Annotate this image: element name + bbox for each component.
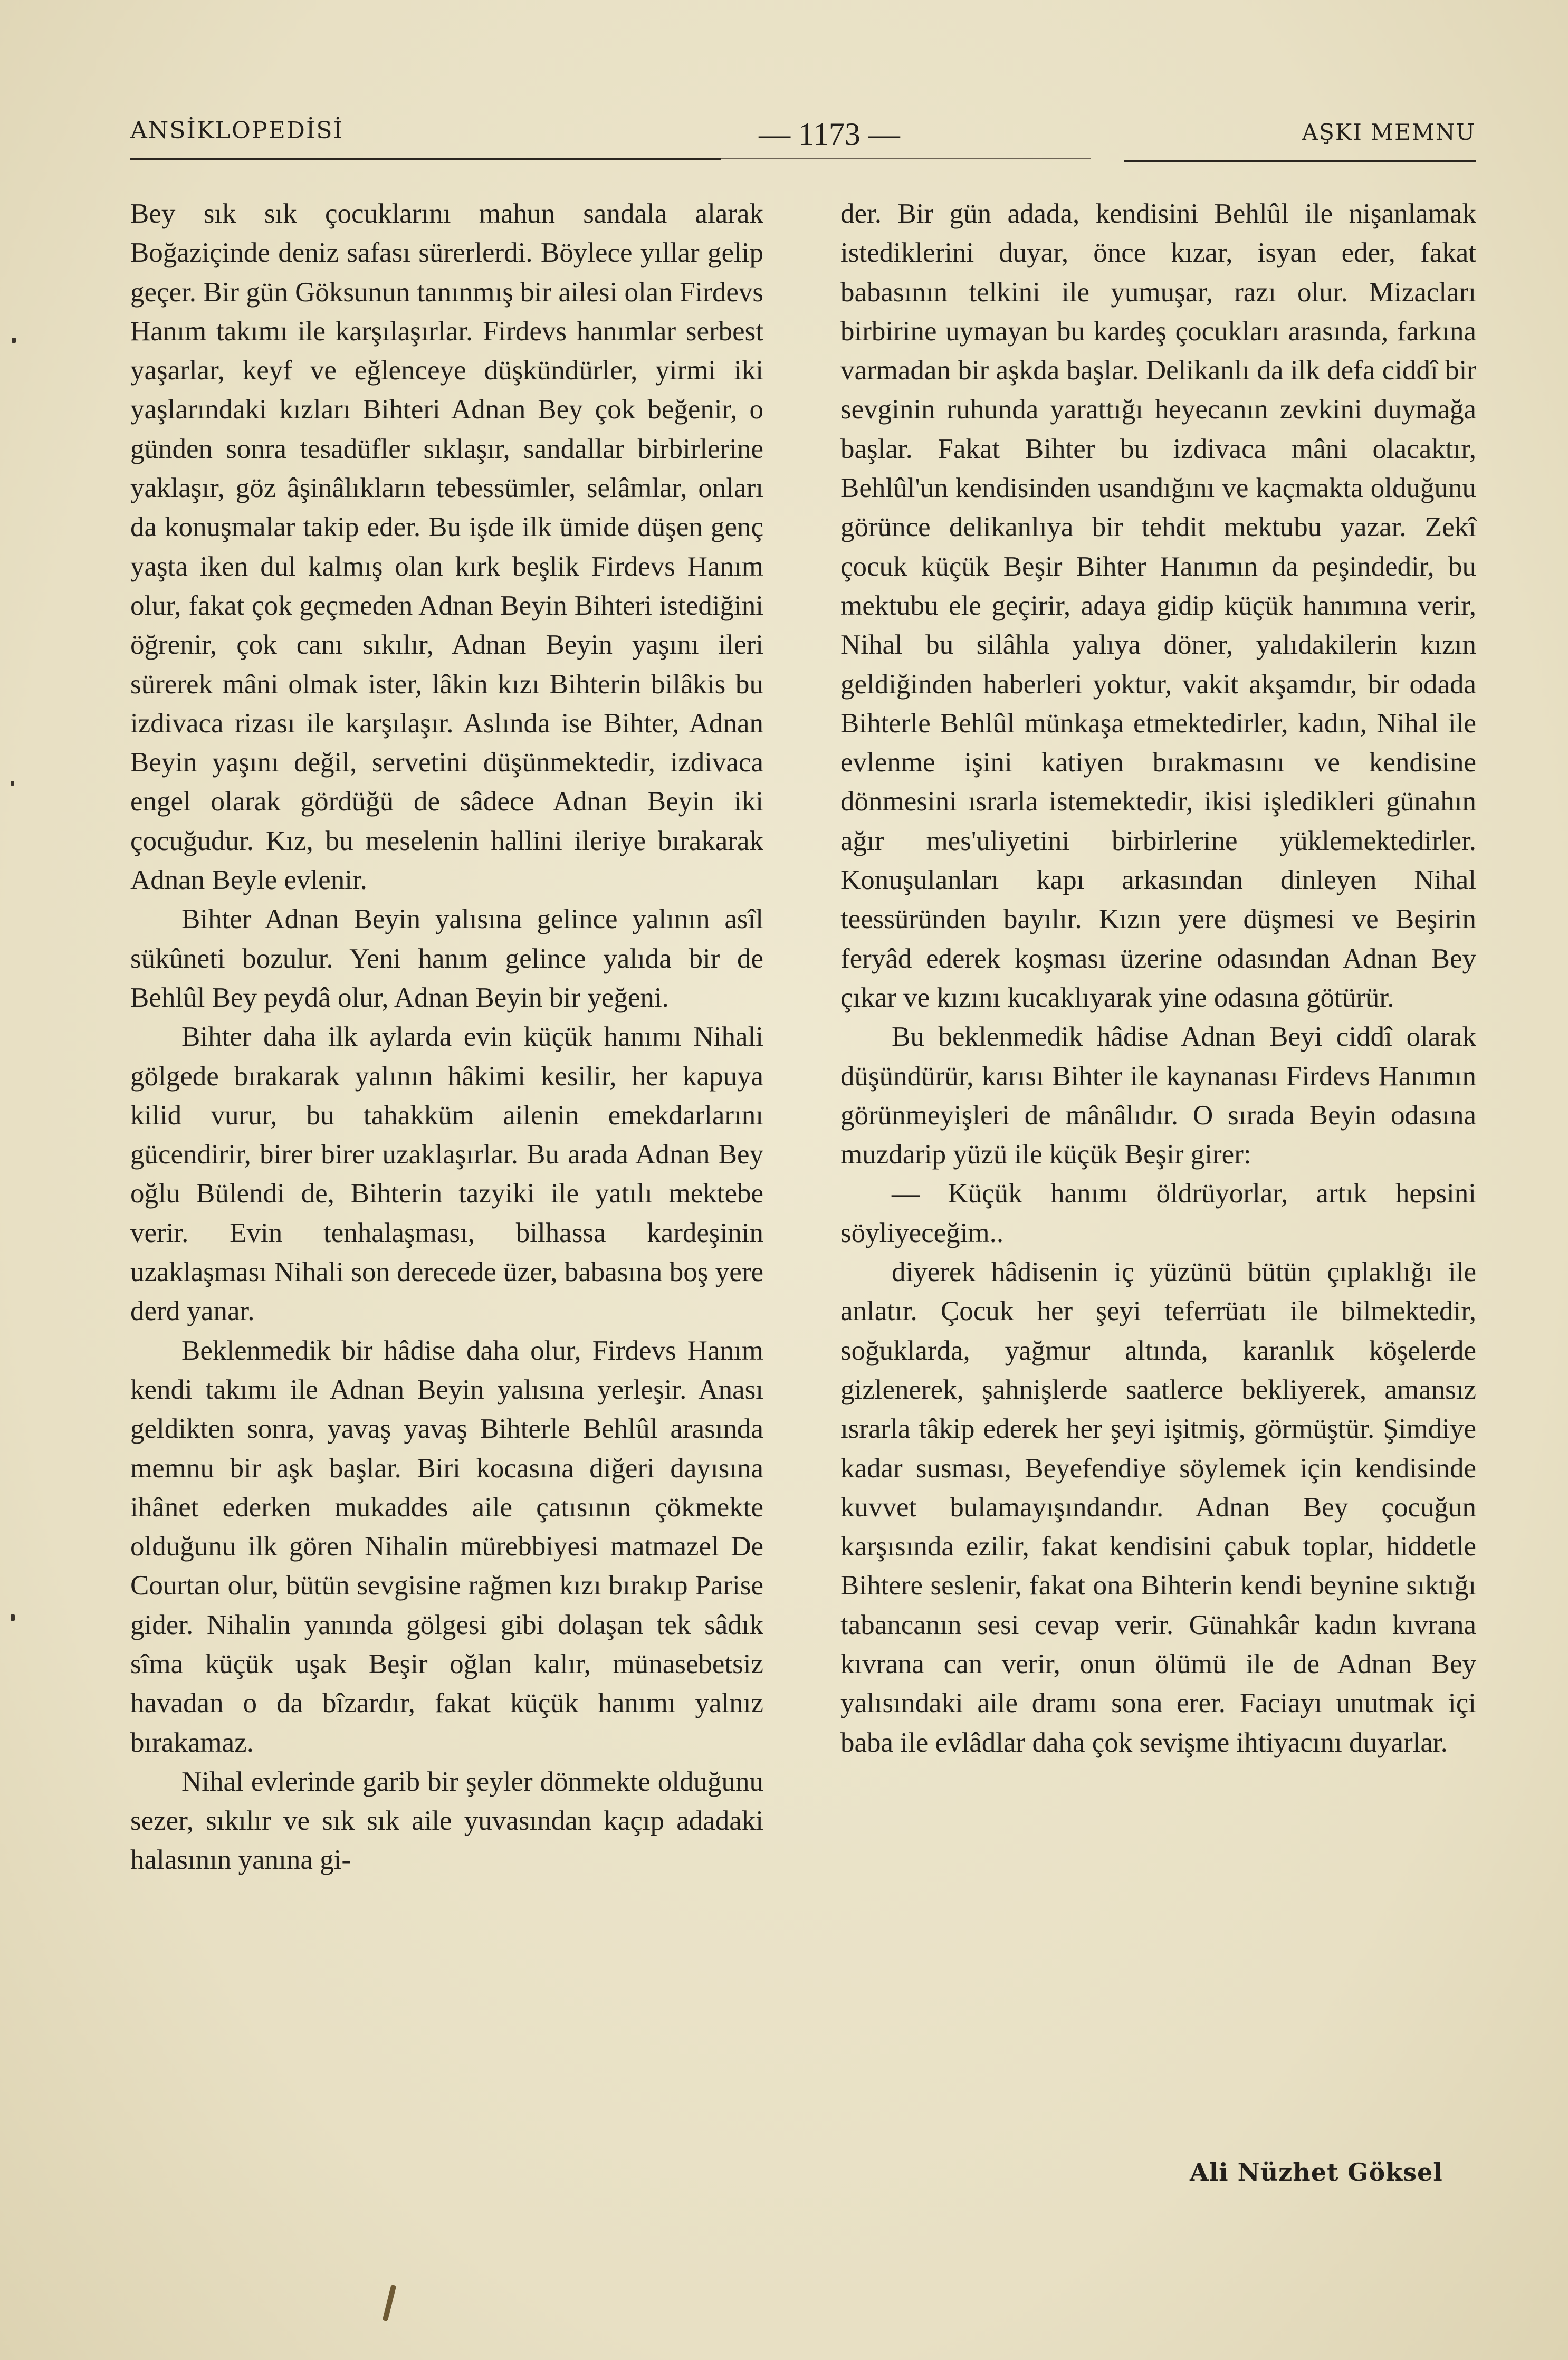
- paragraph: diyerek hâdisenin iç yüzünü bütün çıplaklığı ile anlatır. Çocuk her şeyi teferrüatı ile bilmektedir, soğuklarda, yağmur altında, karanlık köşelerde gizlenerek, şahnişlerde saatlerce bekliyerek, amansız ısrarla tâkip ederek her şeyi işitmiş, görmüştür. Şimdiye kadar susması, Beyefendiye söylemek için kendisinde kuvvet bulamayışındandır. Adnan Bey çocuğun karşısında ezilir, fakat kendisini çabuk toplar, hiddetle Bihtere seslenir, fakat ona Bihterin kendi beynine sıktığı tabancanın sesi cevap verir. Günahkâr kadın kıvrana kıvrana can verir, onun ölümü ile de Adnan Bey yalısındaki aile dramı sona erer. Faciayı unutmak içi baba ile evlâdlar daha çok sevişme ihtiyacını duyarlar.: [840, 1257, 1476, 1758]
- paper-speck: [11, 1614, 15, 1621]
- dialogue-line: — Küçük hanımı öldrüyorlar, artık hepsini söyliyeceğim..: [840, 1178, 1476, 1248]
- page-number: — 1173 —: [759, 117, 900, 151]
- paragraph: Bey sık sık çocuklarını mahun sandala alarak Boğaziçinde deniz safası sürerlerdi. Böylece yıllar gelip geçer. Bir gün Göksunun tanınmış bir ailesi olan Firdevs Hanım takımı ile karşılaşırlar. Firdevs hanımlar serbest yaşarlar, keyf ve eğlenceye düşkündürler, yirmi iki yaşlarındaki kızları Bihteri Adnan Bey çok beğenir, o günden sonra tesadüfler sıklaşır, sandallar birbirlerine yaklaşır, göz âşinâlıkların tebessümler, selâmlar, onları da konuşmalar takip eder. Bu işde ilk ümide düşen genç yaşta iken dul kalmış olan kırk beşlik Firdevs Hanım olur, fakat çok geçmeden Adnan Beyin Bihteri istediğini öğrenir, çok canı sıkılır, Adnan Beyin yaşını ileri sürerek mâni olmak ister, lâkin kızı Bihterin bilâkis bu izdivaca rizası ile karşılaşır. Aslında ise Bihter, Adnan Beyin yaşını değil, servetini düşünmektedir, izdivaca engel olarak gördüğü de sâdece Adnan Beyin iki çocuğudur. Kız, bu meselenin hallini ileriye bırakarak Adnan Beyle evlenir.: [130, 198, 763, 896]
- header-left: ANSİKLOPEDİSİ: [130, 117, 343, 144]
- paper-speck: [12, 338, 16, 343]
- running-head: [130, 117, 1476, 159]
- right-column: [840, 194, 1476, 1762]
- header-right: AŞKI MEMNU: [1302, 119, 1476, 145]
- header-rule-right: [1124, 160, 1476, 162]
- paragraph: Beklenmedik bir hâdise daha olur, Firdevs Hanım kendi takımı ile Adnan Beyin yalısına yerleşir. Anası geldikten sonra, yavaş yavaş Bihterle Behlûl arasında memnu bir aşk başlar. Biri kocasına diğeri dayısına ihânet ederken mukaddes aile çatısının çökmekte olduğunu ilk gören Nihalin mürebbiyesi matmazel De Courtan olur, bütün sevgisine rağmen kızı bırakıp Parise gider. Nihalin yanında gölgesi gibi dolaşan tek sâdık sîma küçük uşak Beşir oğlan kalır, münasebetsiz havadan o da bîzardır, fakat küçük hanımı yalnız bırakamaz.: [130, 1335, 763, 1758]
- paragraph: Bihter daha ilk aylarda evin küçük hanımı Nihali gölgede bırakarak yalının hâkimi kesilir, her kapuya kilid vurur, bu tahakküm ailenin emekdarlarını gücendirir, birer birer uzaklaşırlar. Bu arada Adnan Bey oğlu Bülendi de, Bihterin tazyiki ile yatılı mektebe verir. Evin tenhalaşması, bilhassa kardeşinin uzaklaşması Nihali son derecede üzer, babasına boş yere derd yanar.: [130, 1021, 763, 1327]
- paragraph: der. Bir gün adada, kendisini Behlûl ile nişanlamak istediklerini duyar, önce kızar, isyan eder, fakat babasının telkini ile yumuşar, razı olur. Mizacları birbirine uymayan bu kardeş çocukları arasında, farkına varmadan bir aşkda başlar. Delikanlı da ilk defa ciddî bir sevginin ruhunda yarattığı heyecanın zevkini duymağa başlar. Fakat Bihter bu izdivaca mâni olacaktır, Behlûl'un kendisinden usandığını ve kaçmakta olduğunu görünce delikanlıya bir tehdit mektubu yazar. Zekî çocuk küçük Beşir Bihter Hanımın da peşindedir, bu mektubu ele geçirir, adaya gidip küçük hanımına verir, Nihal bu silâhla yalıya döner, yalıdakilerin kızın geldiğinden haberleri yoktur, vakit akşamdır, bir odada Bihterle Behlûl münkaşa etmektedirler, kadın, Nihal ile evlenme işini katiyen bırakmasını ve kendisine dönmesini ısrarla istemektedir, ikisi işledikleri günahın ağır mes'uliyetini birbirlerine yüklemektedirler. Konuşulanları kapı arkasından dinleyen Nihal teessüründen bayılır. Kızın yere düşmesi ve Beşirin feryâd ederek koşması üzerine odasından Adnan Bey çıkar ve kızını kucaklıyarak yine odasına götürür.: [840, 198, 1476, 1013]
- author-signature: Ali Nüzhet Göksel: [1190, 2158, 1443, 2186]
- header-rule-thin: [721, 158, 1091, 159]
- header-rule: [130, 158, 721, 160]
- paragraph: Nihal evlerinde garib bir şeyler dönmekte olduğunu sezer, sıkılır ve sık sık aile yuvasından kaçıp adadaki halasının yanına gi-: [130, 1766, 763, 1876]
- paragraph: Bu beklenmedik hâdise Adnan Beyi ciddî olarak düşündürür, karısı Bihter ile kaynanası Firdevs Hanımın görünmeyişleri de mânâlıdır. O sırada Beyin odasına muzdarip yüzü ile küçük Beşir girer:: [840, 1021, 1476, 1170]
- paragraph: Bihter Adnan Beyin yalısına gelince yalının asîl sükûneti bozulur. Yeni hanım gelince yalıda bir de Behlûl Bey peydâ olur, Adnan Beyin bir yeğeni.: [130, 904, 763, 1013]
- left-column: [130, 194, 763, 1880]
- ink-mark: [383, 2285, 397, 2321]
- paper-speck: [11, 781, 14, 786]
